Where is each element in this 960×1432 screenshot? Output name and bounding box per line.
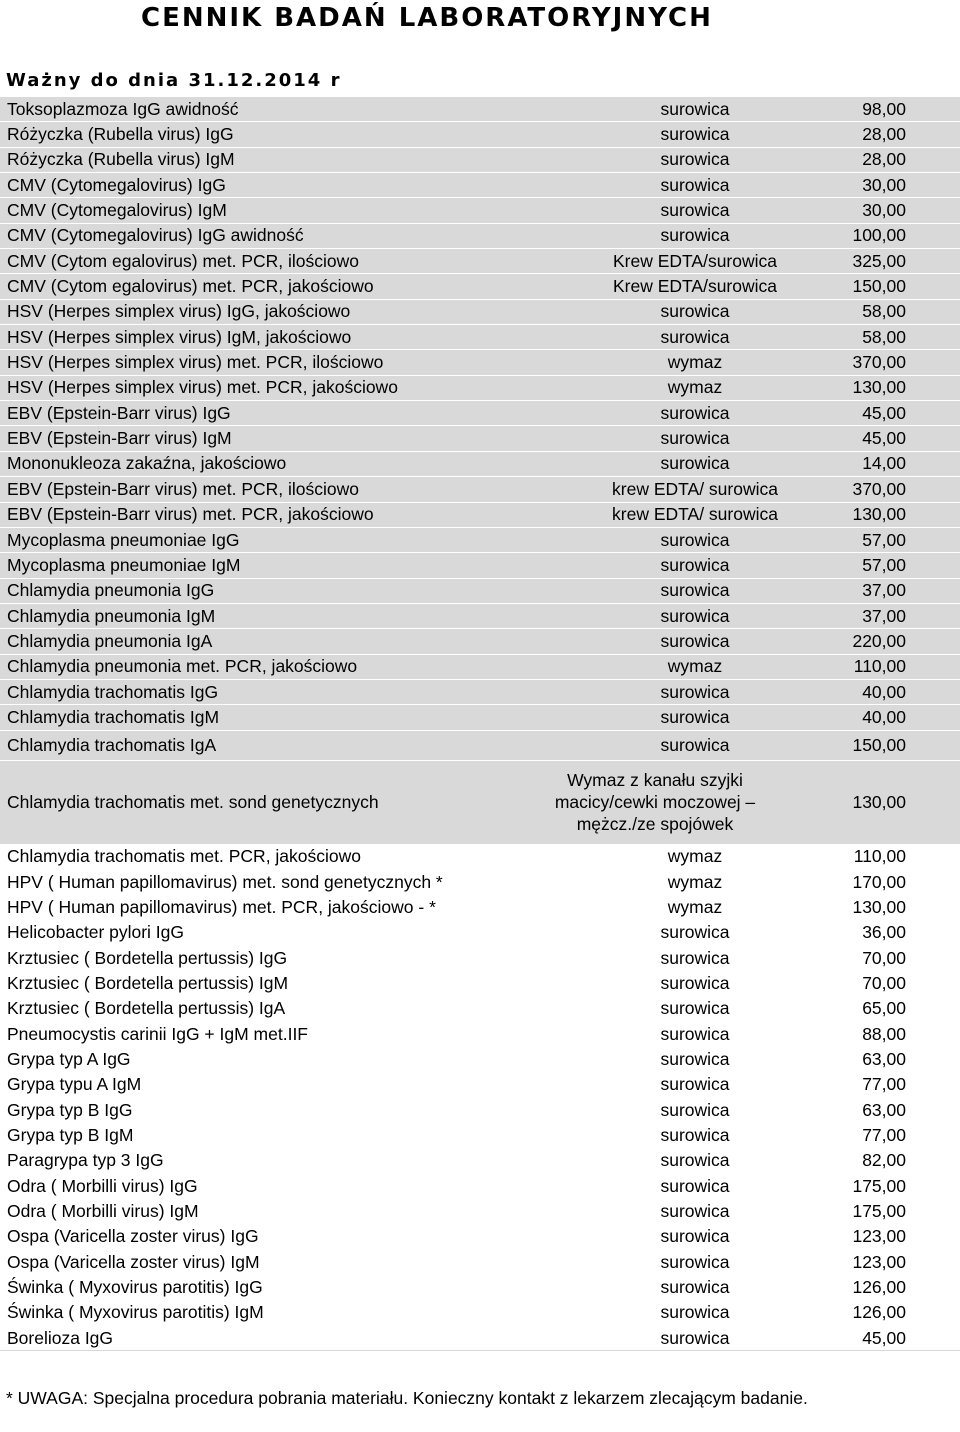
table-row (0, 730, 960, 760)
test-name: Krztusiec ( Bordetella pertussis) IgM (7, 972, 289, 993)
test-price: 45,00 (862, 428, 906, 449)
test-price: 28,00 (862, 149, 906, 170)
table-row (0, 1325, 960, 1350)
table-row (0, 654, 960, 679)
test-name: Chlamydia pneumonia IgG (7, 580, 215, 601)
test-name: Różyczka (Rubella virus) IgM (7, 149, 235, 170)
table-row (0, 451, 960, 476)
sample-material: surowica (660, 1150, 730, 1171)
table-row (0, 96, 960, 121)
test-name: CMV (Cytom egalovirus) met. PCR, jakościowo (7, 276, 374, 297)
test-price: 57,00 (862, 529, 906, 550)
sample-material: surowica (660, 630, 730, 651)
test-price: 175,00 (852, 1201, 906, 1222)
test-name: HSV (Herpes simplex virus) IgG, jakościowo (7, 301, 351, 322)
table-row (0, 1300, 960, 1325)
sample-material: surowica (660, 428, 730, 449)
sample-material: surowica (660, 402, 730, 423)
test-price: 100,00 (852, 225, 906, 246)
test-name: Chlamydia trachomatis met. PCR, jakościowo (7, 846, 362, 867)
test-price: 40,00 (862, 706, 906, 727)
test-name: EBV (Epstein-Barr virus) met. PCR, jakościowo (7, 504, 374, 525)
test-price: 77,00 (862, 1074, 906, 1095)
test-price: 65,00 (862, 998, 906, 1019)
table-row (0, 628, 960, 653)
sample-material: surowica (660, 326, 730, 347)
test-price: 70,00 (862, 972, 906, 993)
sample-material: krew EDTA/ surowica (612, 504, 778, 525)
test-name: Chlamydia trachomatis IgG (7, 681, 219, 702)
footnote: * UWAGA: Specjalna procedura pobrania materiału. Konieczny kontakt z lekarzem zlecającym badanie. (6, 1388, 808, 1408)
test-name: Chlamydia pneumonia met. PCR, jakościowo (7, 656, 358, 677)
test-name: Świnka ( Myxovirus parotitis) IgM (7, 1302, 264, 1323)
table-row (0, 552, 960, 577)
table-row (0, 147, 960, 172)
sample-material: surowica (660, 1023, 730, 1044)
table-row (0, 476, 960, 501)
test-name: CMV (Cytomegalovirus) IgG awidność (7, 225, 304, 246)
test-price: 58,00 (862, 326, 906, 347)
table-row (0, 578, 960, 603)
sample-material: surowica (660, 1277, 730, 1298)
sample-material: wymaz (667, 871, 723, 892)
test-name: Ospa (Varicella zoster virus) IgM (7, 1251, 260, 1272)
table-row (0, 172, 960, 197)
sample-material: surowica (660, 1201, 730, 1222)
table-row (0, 920, 960, 945)
table-row (0, 844, 960, 869)
table-row (0, 1021, 960, 1046)
table-row (0, 760, 960, 844)
sample-material: surowica (660, 972, 730, 993)
table-row (0, 425, 960, 450)
test-price: 40,00 (862, 681, 906, 702)
sample-material: surowica (660, 225, 730, 246)
table-row (0, 1097, 960, 1122)
sample-material: Krew EDTA/surowica (612, 250, 778, 271)
table-row (0, 1072, 960, 1097)
sample-material: Wymaz z kanału szyjki macicy/cewki moczowej – mężcz./ze spojówek (554, 770, 756, 835)
sample-material: surowica (660, 580, 730, 601)
test-name: CMV (Cytom egalovirus) met. PCR, ilościowo (7, 250, 360, 271)
test-price: 170,00 (852, 871, 906, 892)
table-row (0, 894, 960, 919)
test-price: 14,00 (862, 453, 906, 474)
test-price: 130,00 (852, 791, 906, 812)
test-name: HSV (Herpes simplex virus) met. PCR, jakościowo (7, 377, 398, 398)
test-name: Grypa typ A IgG (7, 1049, 131, 1070)
test-name: HPV ( Human papillomavirus) met. sond genetycznych * (7, 871, 443, 892)
test-price: 36,00 (862, 922, 906, 943)
test-name: Paragrypa typ 3 IgG (7, 1150, 164, 1171)
sample-material: wymaz (667, 896, 723, 917)
test-name: HSV (Herpes simplex virus) IgM, jakościowo (7, 326, 352, 347)
test-name: Krztusiec ( Bordetella pertussis) IgG (7, 947, 288, 968)
test-name: Ospa (Varicella zoster virus) IgG (7, 1226, 259, 1247)
test-price: 130,00 (852, 896, 906, 917)
test-name: Mycoplasma pneumoniae IgG (7, 529, 240, 550)
test-name: Pneumocystis carinii IgG + IgM met.IIF (7, 1023, 308, 1044)
table-row (0, 324, 960, 349)
test-price: 123,00 (852, 1251, 906, 1272)
table-row (0, 1046, 960, 1071)
table-row (0, 1173, 960, 1198)
test-price: 150,00 (852, 276, 906, 297)
test-price: 325,00 (852, 250, 906, 271)
sample-material: surowica (660, 1327, 730, 1348)
table-row (0, 299, 960, 324)
sample-material: surowica (660, 947, 730, 968)
table-row (0, 400, 960, 425)
test-price: 70,00 (862, 947, 906, 968)
test-price: 88,00 (862, 1023, 906, 1044)
test-name: Chlamydia trachomatis IgA (7, 734, 217, 755)
table-row (0, 375, 960, 400)
test-name: Różyczka (Rubella virus) IgG (7, 124, 234, 145)
test-price: 123,00 (852, 1226, 906, 1247)
sample-material: surowica (660, 1302, 730, 1323)
test-price: 37,00 (862, 580, 906, 601)
sample-material: surowica (660, 1099, 730, 1120)
test-price: 82,00 (862, 1150, 906, 1171)
table-row (0, 1198, 960, 1223)
test-price: 77,00 (862, 1125, 906, 1146)
test-price: 57,00 (862, 554, 906, 575)
test-price: 63,00 (862, 1049, 906, 1070)
test-price: 110,00 (853, 656, 906, 677)
test-price: 45,00 (862, 1327, 906, 1348)
sample-material: surowica (660, 200, 730, 221)
test-price: 37,00 (862, 605, 906, 626)
test-price: 130,00 (852, 377, 906, 398)
test-price: 110,00 (853, 846, 906, 867)
test-price: 30,00 (862, 174, 906, 195)
table-row (0, 1224, 960, 1249)
test-price: 126,00 (852, 1277, 906, 1298)
table-row (0, 248, 960, 273)
test-name: CMV (Cytomegalovirus) IgM (7, 200, 227, 221)
validity-date: Ważny do dnia 31.12.2014 r (6, 70, 342, 91)
test-price: 130,00 (852, 504, 906, 525)
test-name: Borelioza IgG (7, 1327, 114, 1348)
test-name: Odra ( Morbilli virus) IgM (7, 1201, 199, 1222)
test-price: 126,00 (852, 1302, 906, 1323)
sample-material: surowica (660, 605, 730, 626)
test-name: HPV ( Human papillomavirus) met. PCR, jakościowo - * (7, 896, 436, 917)
test-price: 370,00 (852, 478, 906, 499)
sample-material: surowica (660, 174, 730, 195)
test-name: Chlamydia pneumonia IgM (7, 605, 216, 626)
page-title: CENNIK BADAŃ LABORATORYJNYCH (141, 3, 713, 33)
sample-material: surowica (660, 1125, 730, 1146)
table-row (0, 1122, 960, 1147)
sample-material: surowica (660, 529, 730, 550)
test-name: Helicobacter pylori IgG (7, 922, 185, 943)
test-name: EBV (Epstein-Barr virus) met. PCR, ilościowo (7, 478, 360, 499)
test-name: Grypa typ B IgG (7, 1099, 133, 1120)
table-row (0, 945, 960, 970)
sample-material: wymaz (667, 377, 723, 398)
sample-material: surowica (660, 1251, 730, 1272)
sample-material: wymaz (667, 352, 723, 373)
test-name: Grypa typ B IgM (7, 1125, 134, 1146)
test-name: EBV (Epstein-Barr virus) IgM (7, 428, 232, 449)
table-row (0, 502, 960, 527)
test-price: 58,00 (862, 301, 906, 322)
table-row (0, 996, 960, 1021)
sample-material: surowica (660, 681, 730, 702)
test-name: HSV (Herpes simplex virus) met. PCR, ilościowo (7, 352, 384, 373)
test-price: 98,00 (862, 98, 906, 119)
sample-material: surowica (660, 554, 730, 575)
test-name: Świnka ( Myxovirus parotitis) IgG (7, 1277, 263, 1298)
table-row (0, 1249, 960, 1274)
test-name: Odra ( Morbilli virus) IgG (7, 1175, 198, 1196)
sample-material: surowica (660, 98, 730, 119)
test-price: 63,00 (862, 1099, 906, 1120)
table-row (0, 527, 960, 552)
test-name: EBV (Epstein-Barr virus) IgG (7, 402, 231, 423)
table-row (0, 869, 960, 894)
sample-material: surowica (660, 1226, 730, 1247)
sample-material: surowica (660, 453, 730, 474)
sample-material: surowica (660, 1074, 730, 1095)
table-row (0, 273, 960, 298)
test-name: Chlamydia pneumonia IgA (7, 630, 213, 651)
test-price: 45,00 (862, 402, 906, 423)
test-price: 220,00 (852, 630, 906, 651)
table-row (0, 704, 960, 729)
test-name: CMV (Cytomegalovirus) IgG (7, 174, 226, 195)
table-row (0, 603, 960, 628)
sample-material: surowica (660, 1049, 730, 1070)
sample-material: surowica (660, 706, 730, 727)
test-price: 150,00 (852, 734, 906, 755)
sample-material: surowica (660, 922, 730, 943)
sample-material: surowica (660, 149, 730, 170)
table-row (0, 223, 960, 248)
sample-material: wymaz (667, 656, 723, 677)
test-name: Toksoplazmoza IgG awidność (7, 98, 239, 119)
sample-material: surowica (660, 1175, 730, 1196)
test-price: 30,00 (862, 200, 906, 221)
sample-material: wymaz (667, 846, 723, 867)
sample-material: surowica (660, 124, 730, 145)
table-row (0, 349, 960, 374)
test-price: 175,00 (852, 1175, 906, 1196)
sample-material: surowica (660, 734, 730, 755)
test-name: Mononukleoza zakaźna, jakościowo (7, 453, 287, 474)
sample-material: surowica (660, 998, 730, 1019)
test-name: Grypa typu A IgM (7, 1074, 142, 1095)
table-row (0, 1274, 960, 1299)
test-name: Mycoplasma pneumoniae IgM (7, 554, 241, 575)
table-row (0, 197, 960, 222)
table-row (0, 970, 960, 995)
sample-material: surowica (660, 301, 730, 322)
test-name: Chlamydia trachomatis met. sond genetycznych (7, 791, 379, 812)
test-name: Krztusiec ( Bordetella pertussis) IgA (7, 998, 286, 1019)
test-price: 28,00 (862, 124, 906, 145)
test-price: 370,00 (852, 352, 906, 373)
test-name: Chlamydia trachomatis IgM (7, 706, 220, 727)
table-row (0, 121, 960, 146)
sample-material: krew EDTA/ surowica (612, 478, 778, 499)
price-table (0, 96, 960, 1351)
table-row (0, 679, 960, 704)
sample-material: Krew EDTA/surowica (612, 276, 778, 297)
table-row (0, 1148, 960, 1173)
